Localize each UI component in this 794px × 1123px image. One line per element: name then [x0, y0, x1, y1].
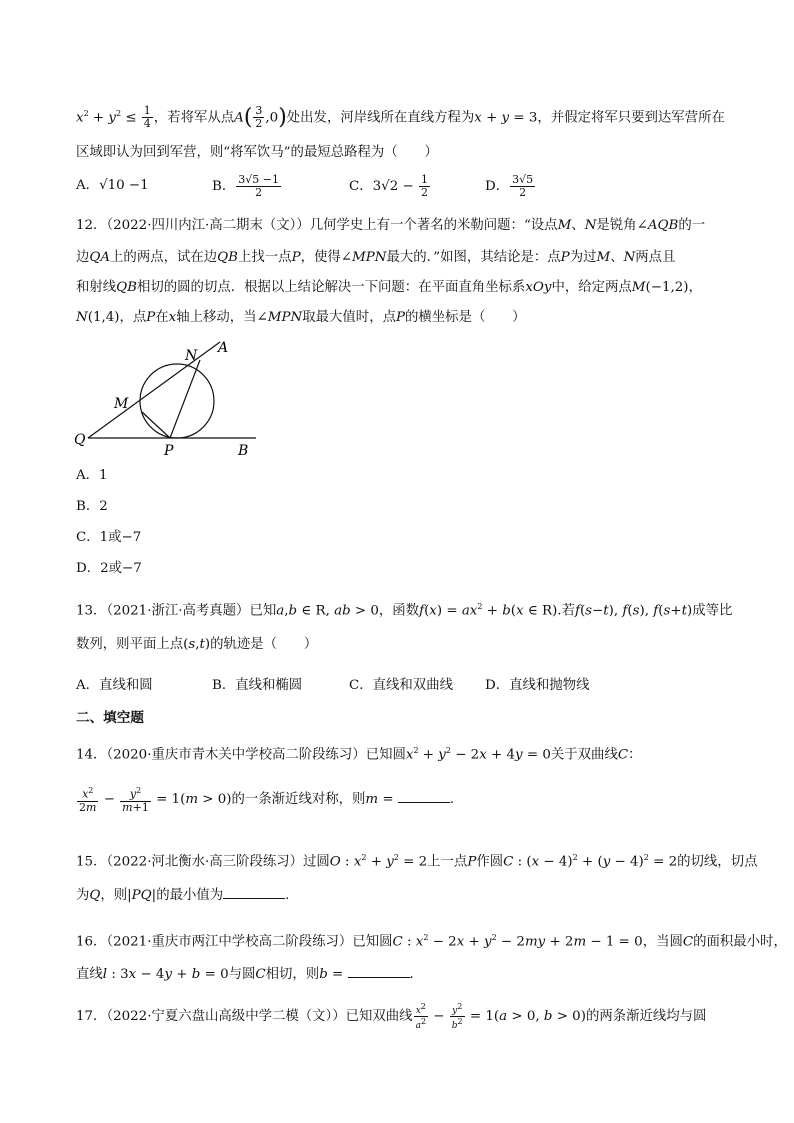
q12-option-a[interactable]: A．1 — [76, 468, 108, 483]
q12-line-4: N(1,4)，点P在x轴上移动，当∠MPN取最大值时，点P的横坐标是（ ） — [76, 310, 526, 325]
q12-line-1: 12．（2022·四川内江·高二期末（文））几何学史上有一个著名的米勒问题：“设点M、N是锐角∠AQB的一 — [76, 218, 706, 233]
q16-answer-blank[interactable] — [348, 977, 410, 978]
q11-option-c[interactable]: C．3√2 − $\frac{1}{2}$ — [349, 173, 428, 199]
q11-option-a[interactable]: A．√10 −1 — [76, 178, 149, 193]
q12-option-c[interactable]: C．1或−7 — [76, 530, 142, 545]
segment-np — [170, 360, 200, 438]
label-a: A — [218, 340, 229, 356]
q14-line-1: 14．（2020·重庆市青木关中学校高二阶段练习）已知圆$x^2 + y^2 - 2x + 4y = 0$关于双曲线C： — [76, 746, 642, 763]
section-heading-fill-in: 二、填空题 — [76, 710, 144, 726]
label-b: B — [238, 443, 249, 459]
q12-option-b[interactable]: B．2 — [76, 499, 108, 514]
q11-option-b[interactable]: B． $\frac{3√5 -1}{2}$ — [212, 173, 279, 199]
q12-figure — [70, 336, 270, 460]
q11-line-1: $x^2 + y^2$ ≤ $\frac{1}{4}$ ，若将军从点A( $\frac{3}{2}$ ,0)处出发，河岸线所在直线方程为x + y = 3，并假定将军只要到达军营所在 — [76, 104, 725, 131]
q14-answer-blank[interactable] — [398, 802, 450, 803]
label-q: Q — [74, 432, 86, 448]
q13-option-a[interactable]: A．直线和圆 — [76, 678, 153, 693]
q13-option-d[interactable]: D．直线和抛物线 — [485, 678, 590, 693]
q15-line-2: 为Q，则|PQ|的最小值为 . — [76, 888, 290, 903]
q12-line-3: 和射线QB相切的圆的切点．根据以上结论解决一下问题：在平面直角坐标系xOy中，给定两点M(−1,2)， — [76, 280, 702, 295]
q16-line-1: 16．（2021·重庆市两江中学校高二阶段练习）已知圆C : $x^2 - 2x + y^2 - 2my + 2m - 1 = 0$，当圆C的面积最小时， — [76, 933, 787, 950]
q13-option-b[interactable]: B．直线和椭圆 — [212, 678, 303, 693]
tangent-circle — [140, 364, 214, 438]
label-m: M — [114, 396, 129, 412]
label-n: N — [185, 348, 198, 364]
q13-line-2: 数列，则平面上点(s,t)的轨迹是（ ） — [76, 637, 318, 652]
q14-line-2: $\frac{x^2}{2m}$ − $\frac{y^2}{m+1}$ = 1(m > 0)的一条渐近线对称，则m = . — [79, 786, 455, 814]
q15-answer-blank[interactable] — [223, 898, 285, 899]
q11-line-2: 区域即认为回到军营，则“将军饮马”的最短总路程为（ ） — [76, 145, 438, 160]
q17-line-1: 17．（2022·宁夏六盘山高级中学二模（文））已知双曲线 $\frac{x2}{a2}$ − $\frac{y2}{b2}$ = 1(a > 0, b > 0)的两条渐近线均与圆 — [76, 1002, 707, 1031]
segment-mp — [142, 412, 170, 438]
q12-line-2: 边QA上的两点，试在边QB上找一点P，使得∠MPN最大的．”如图，其结论是：点P为过M、N两点且 — [76, 250, 676, 265]
label-p: P — [164, 443, 174, 459]
q13-line-1: 13．（2021·浙江·高考真题）已知a,b ∈ R, ab > 0，函数$f(x) = ax^2 + b(x$ ∈ R).若f(s−t), f(s), f(s+t)成等比 — [76, 602, 733, 619]
q13-option-c[interactable]: C．直线和双曲线 — [349, 678, 453, 693]
q12-option-d[interactable]: D．2或−7 — [76, 561, 142, 576]
q11-option-d[interactable]: D． $\frac{3√5}{2}$ — [485, 173, 534, 199]
q16-line-2: 直线l : 3x − 4y + b = 0与圆C相切，则b = ． — [76, 967, 423, 982]
q15-line-1: 15．（2022·河北衡水·高三阶段练习）过圆O : $x^2 + y^2 = 2$上一点P作圆C : $(x - 4)^2 + (y - 4)^2 = 2$的切线，切点 — [76, 853, 758, 870]
